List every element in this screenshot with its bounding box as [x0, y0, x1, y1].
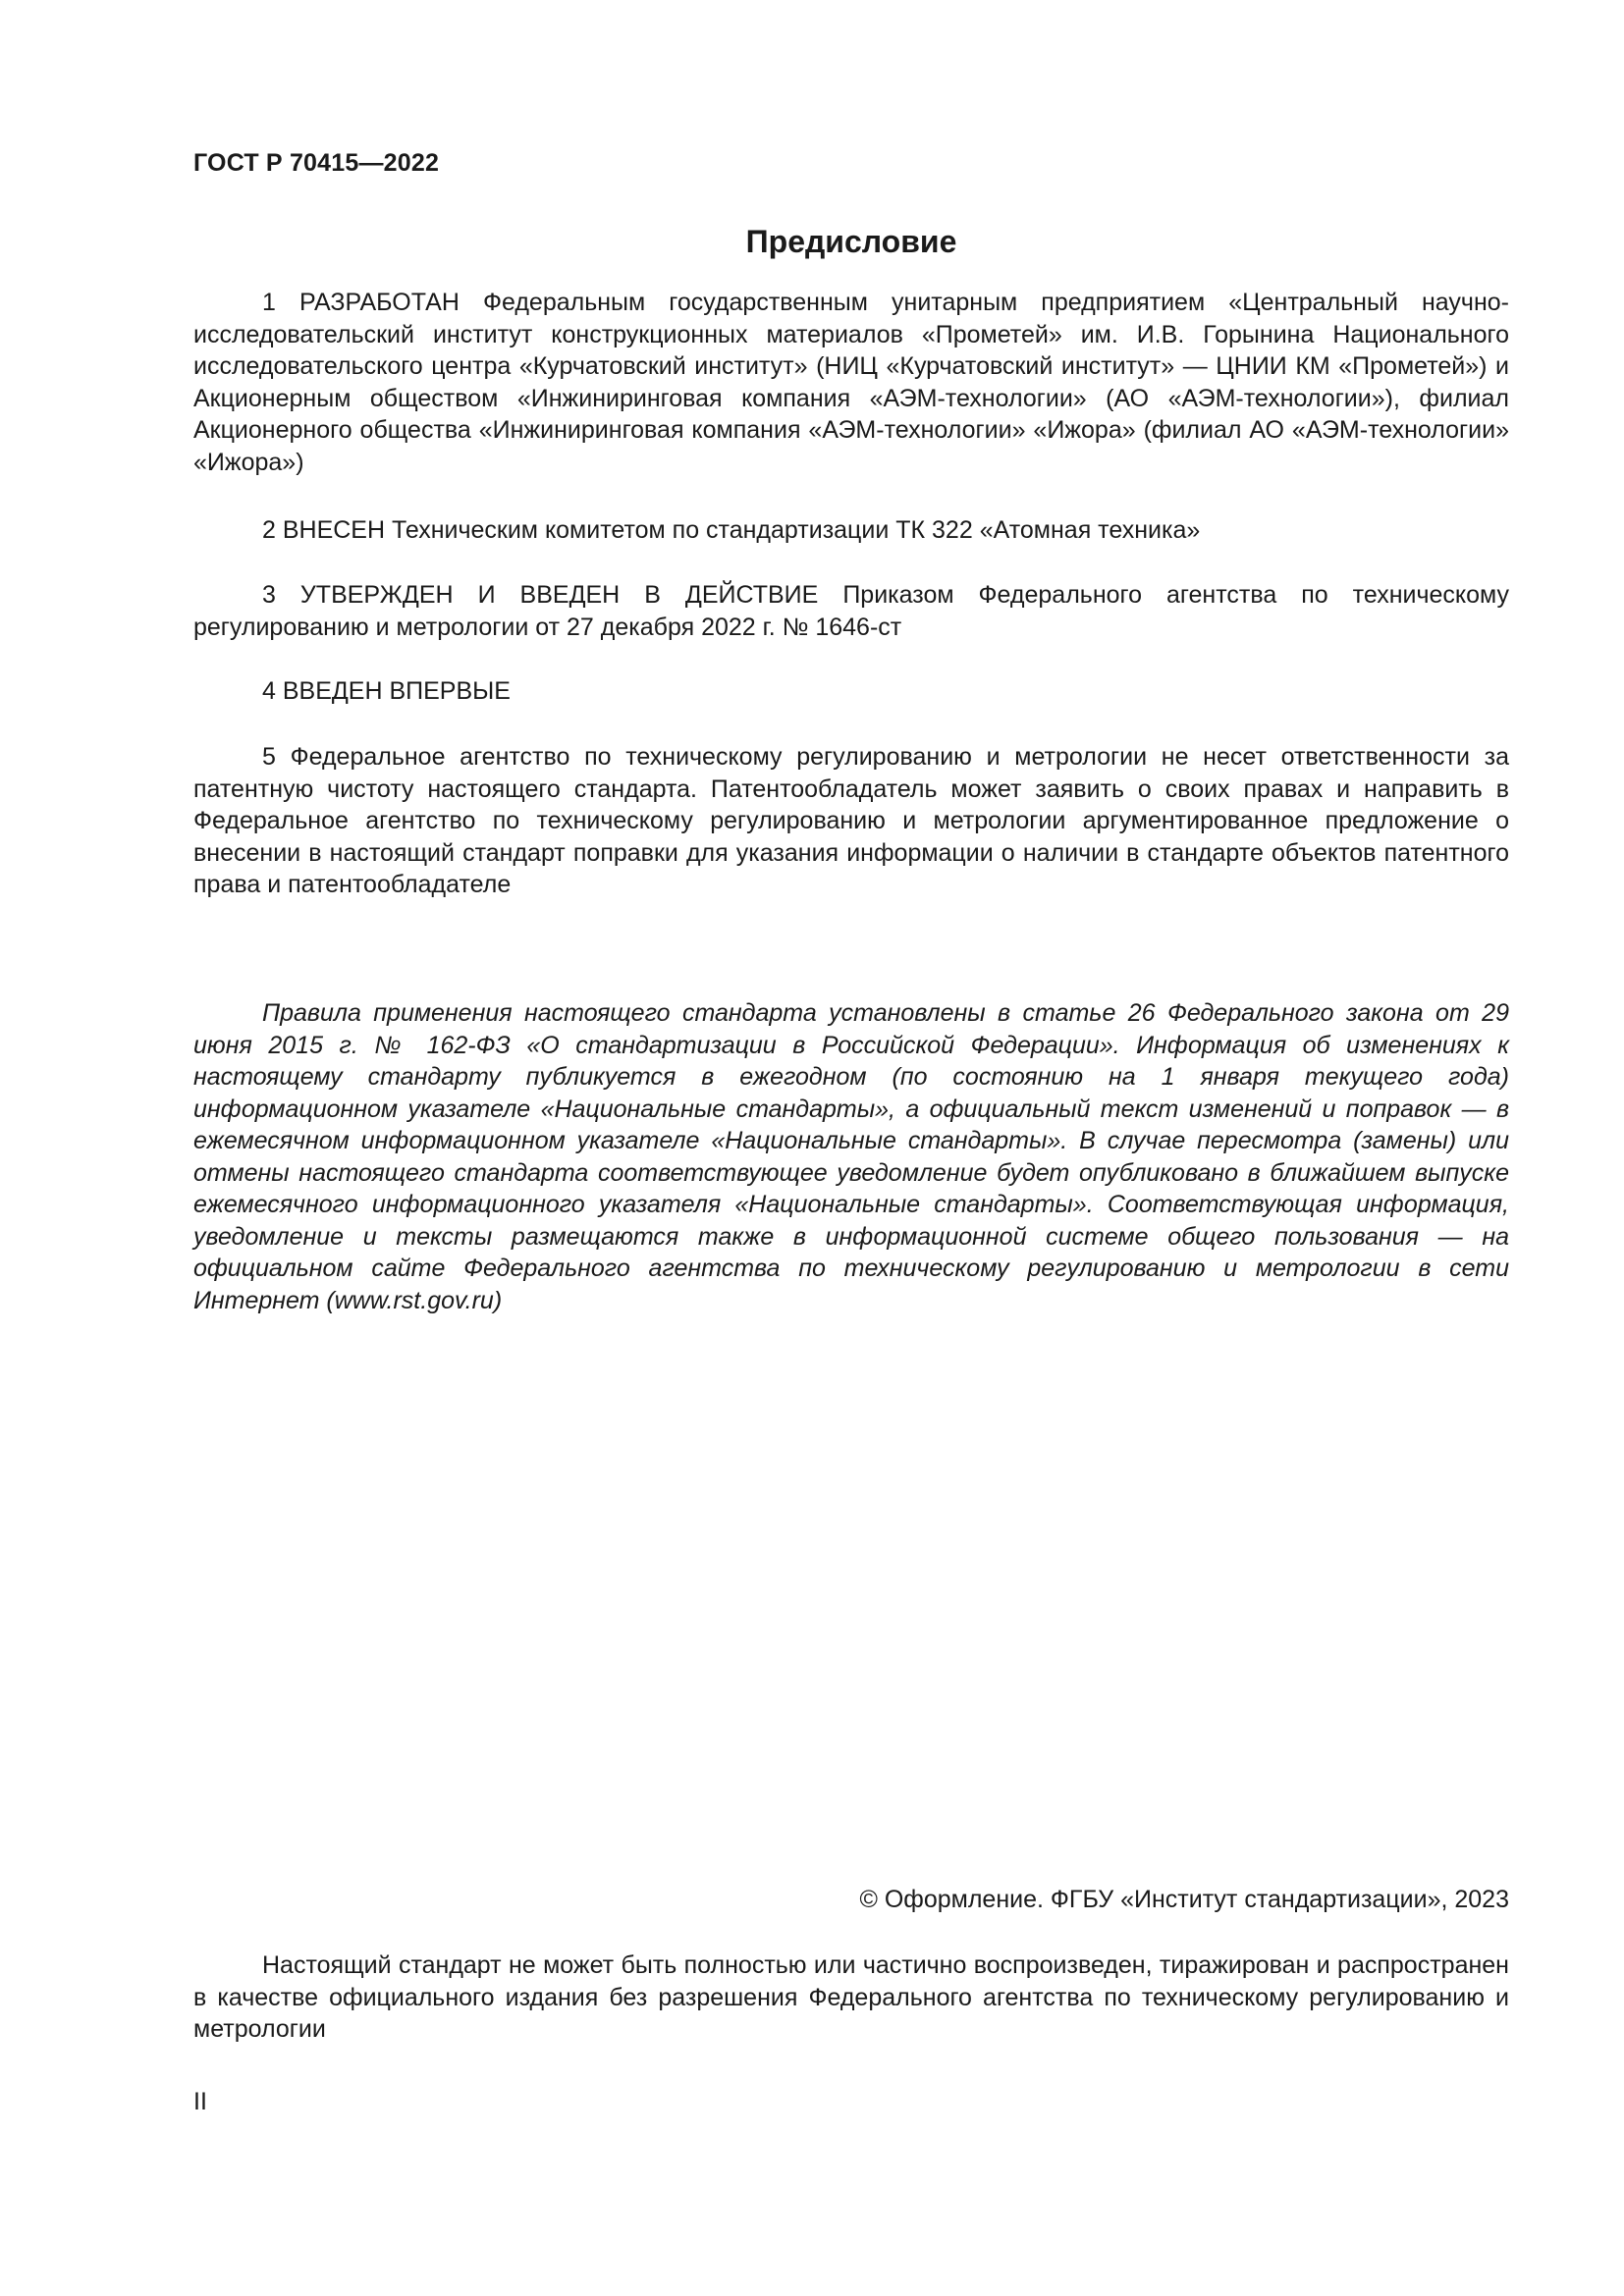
- application-rules-notice: Правила применения настоящего стандарта установлены в статье 26 Федерального закона от 29 июня 2015 г. № 162-ФЗ «О стандартизации в Российской Федерации». Информация об изменениях к настоящему стандарту публикуется в ежегодном (по состоянию на 1 января текущего года) информационном указателе «Национальные стандарты», а официальный текст изменений и поправок — в ежемесячном информационном указателе «Национальные стандарты». В случае пересмотра (замены) или отмены настоящего стандарта соответствующее уведомление будет опубликовано в ближайшем выпуске ежемесячного информационного указателя «Национальные стандарты». Соответствующая информация, уведомление и тексты размещаются также в информационной системе общего пользования — на официальном сайте Федерального агентства по техническому регулированию и метрологии в сети Интернет (www.rst.gov.ru): [193, 999, 1509, 1314]
- foreword-item-patent: 5 Федеральное агентство по техническому регулированию и метрологии не несет ответственности за патентную чистоту настоящего стандарта. Патентообладатель может заявить о своих правах и направить в Федеральное агентство по техническому регулированию и метрологии аргументированное предложение о внесении в настоящий стандарт поправки для указания информации о наличии в стандарте объектов патентного права и патентообладателе: [193, 743, 1509, 898]
- reproduction-notice: Настоящий стандарт не может быть полностью или частично воспроизведен, тиражирован и распространен в качестве официального издания без разрешения Федерального агентства по техническому регулированию и метрологии: [193, 1951, 1509, 2043]
- copyright-line: © Оформление. ФГБУ «Институт стандартизации», 2023: [859, 1886, 1509, 1913]
- foreword-item-developed: 1 РАЗРАБОТАН Федеральным государственным унитарным предприятием «Центральный научно-исследовательский институт конструкционных материалов «Прометей» им. И.В. Горынина Национального исследовательского центра «Курчатовский институт» (НИЦ «Курчатовский институт» — ЦНИИ КМ «Прометей») и Акционерным обществом «Инжиниринговая компания «АЭМ-технологии» (АО «АЭМ-технологии»), филиал Акционерного общества «Инжиниринговая компания «АЭМ-технологии» «Ижора» (филиал АО «АЭМ-технологии» «Ижора»): [193, 289, 1509, 476]
- foreword-item-submitted: 2 ВНЕСЕН Техническим комитетом по стандартизации ТК 322 «Атомная техника»: [262, 516, 1201, 544]
- page-title: Предисловие: [745, 224, 957, 259]
- foreword-item-introduced: 4 ВВЕДЕН ВПЕРВЫЕ: [262, 677, 511, 705]
- document-code: ГОСТ Р 70415—2022: [193, 149, 440, 177]
- page-number: II: [193, 2088, 207, 2115]
- foreword-item-approved: 3 УТВЕРЖДЕН И ВВЕДЕН В ДЕЙСТВИЕ Приказом Федерального агентства по техническому регулированию и метрологии от 27 декабря 2022 г. № 1646-ст: [193, 581, 1509, 641]
